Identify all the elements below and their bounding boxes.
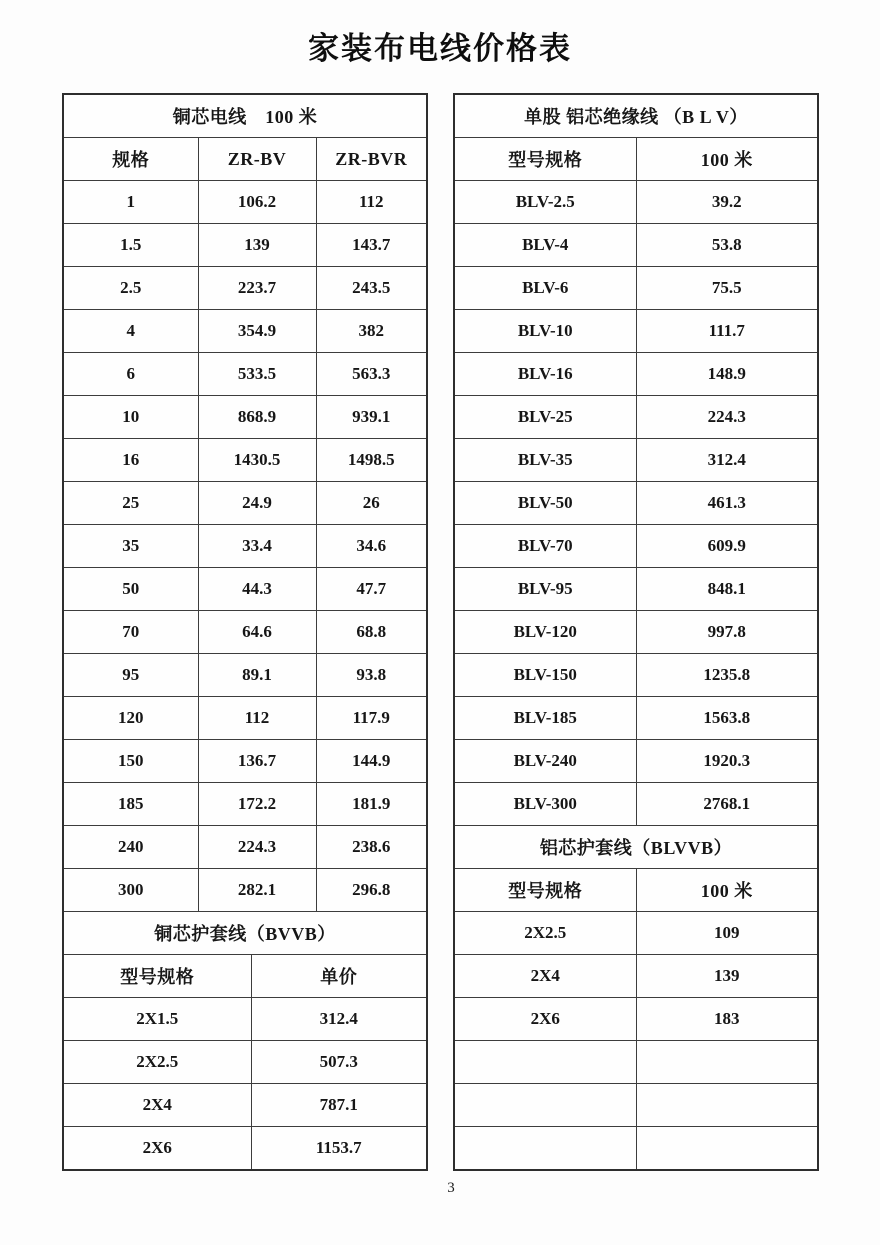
table-cell: 6 bbox=[63, 353, 198, 396]
table-cell: BLV-240 bbox=[454, 740, 636, 783]
table-cell: 1.5 bbox=[63, 224, 198, 267]
table-cell bbox=[636, 1127, 818, 1171]
table-cell: BLV-95 bbox=[454, 568, 636, 611]
copper-col-header-zrbvr: ZR-BVR bbox=[316, 138, 427, 181]
table-cell: 106.2 bbox=[198, 181, 316, 224]
table-row bbox=[63, 439, 427, 482]
table-row bbox=[454, 525, 818, 568]
aluminum-blv-header-group bbox=[454, 94, 818, 181]
table-row bbox=[454, 94, 818, 138]
table-cell: 2.5 bbox=[63, 267, 198, 310]
table-cell: 2X6 bbox=[454, 998, 636, 1041]
table-cell: 238.6 bbox=[316, 826, 427, 869]
table-cell: 47.7 bbox=[316, 568, 427, 611]
table-row bbox=[63, 94, 427, 138]
tables-container bbox=[0, 93, 880, 1171]
table-cell: 2X2.5 bbox=[454, 912, 636, 955]
table-row bbox=[63, 1041, 427, 1084]
bvvb-col-header-model: 型号规格 bbox=[63, 955, 251, 998]
table-row bbox=[454, 224, 818, 267]
table-cell: 172.2 bbox=[198, 783, 316, 826]
table-row bbox=[454, 1127, 818, 1171]
table-row bbox=[63, 783, 427, 826]
blvvb-col-header-model: 型号规格 bbox=[454, 869, 636, 912]
table-cell: BLV-70 bbox=[454, 525, 636, 568]
table-cell: 39.2 bbox=[636, 181, 818, 224]
table-cell: 44.3 bbox=[198, 568, 316, 611]
blv-section-title: 单股 铝芯绝缘线 （B L V） bbox=[454, 94, 818, 138]
bvvb-col-header-price: 单价 bbox=[251, 955, 427, 998]
table-cell: 507.3 bbox=[251, 1041, 427, 1084]
table-cell: 243.5 bbox=[316, 267, 427, 310]
table-row bbox=[63, 912, 427, 955]
table-row bbox=[63, 224, 427, 267]
table-cell: 1920.3 bbox=[636, 740, 818, 783]
table-cell: 112 bbox=[316, 181, 427, 224]
table-cell: 2768.1 bbox=[636, 783, 818, 826]
table-row bbox=[454, 783, 818, 826]
table-cell: 312.4 bbox=[636, 439, 818, 482]
table-row bbox=[63, 1127, 427, 1171]
table-cell: 139 bbox=[636, 955, 818, 998]
table-row bbox=[454, 912, 818, 955]
table-cell: 787.1 bbox=[251, 1084, 427, 1127]
aluminum-wire-table bbox=[453, 93, 819, 1171]
table-cell: 848.1 bbox=[636, 568, 818, 611]
table-row bbox=[63, 654, 427, 697]
table-cell: 33.4 bbox=[198, 525, 316, 568]
aluminum-blvvb-rows bbox=[454, 912, 818, 1171]
table-row bbox=[63, 1084, 427, 1127]
table-cell: 111.7 bbox=[636, 310, 818, 353]
table-row bbox=[63, 955, 427, 998]
table-cell: 296.8 bbox=[316, 869, 427, 912]
table-cell: 143.7 bbox=[316, 224, 427, 267]
table-cell: BLV-185 bbox=[454, 697, 636, 740]
table-cell: 382 bbox=[316, 310, 427, 353]
copper-wire-table bbox=[62, 93, 428, 1171]
table-cell: 1430.5 bbox=[198, 439, 316, 482]
table-cell: 224.3 bbox=[198, 826, 316, 869]
table-cell: BLV-50 bbox=[454, 482, 636, 525]
table-cell: 223.7 bbox=[198, 267, 316, 310]
blv-col-header-model: 型号规格 bbox=[454, 138, 636, 181]
table-cell: 4 bbox=[63, 310, 198, 353]
table-cell: 112 bbox=[198, 697, 316, 740]
table-cell: 117.9 bbox=[316, 697, 427, 740]
table-row bbox=[63, 396, 427, 439]
table-row bbox=[63, 482, 427, 525]
table-cell bbox=[454, 1041, 636, 1084]
copper-bv-section-title: 铜芯电线 100 米 bbox=[63, 94, 427, 138]
blv-col-header-price: 100 米 bbox=[636, 138, 818, 181]
aluminum-blvvb-header-group bbox=[454, 826, 818, 912]
table-cell: 939.1 bbox=[316, 396, 427, 439]
table-row bbox=[454, 181, 818, 224]
table-cell: 139 bbox=[198, 224, 316, 267]
table-cell: 24.9 bbox=[198, 482, 316, 525]
table-row bbox=[454, 998, 818, 1041]
table-row bbox=[454, 869, 818, 912]
table-cell: 1 bbox=[63, 181, 198, 224]
table-cell: 109 bbox=[636, 912, 818, 955]
table-cell: 25 bbox=[63, 482, 198, 525]
table-row bbox=[63, 826, 427, 869]
table-row bbox=[454, 138, 818, 181]
table-row bbox=[63, 353, 427, 396]
table-row bbox=[63, 310, 427, 353]
blvvb-col-header-price: 100 米 bbox=[636, 869, 818, 912]
table-cell: 16 bbox=[63, 439, 198, 482]
table-row bbox=[63, 138, 427, 181]
table-cell: BLV-2.5 bbox=[454, 181, 636, 224]
table-cell: 300 bbox=[63, 869, 198, 912]
table-cell: 185 bbox=[63, 783, 198, 826]
table-row bbox=[454, 654, 818, 697]
table-cell: 89.1 bbox=[198, 654, 316, 697]
table-row bbox=[63, 267, 427, 310]
table-cell: 461.3 bbox=[636, 482, 818, 525]
table-cell: BLV-4 bbox=[454, 224, 636, 267]
table-cell: 75.5 bbox=[636, 267, 818, 310]
table-cell: 224.3 bbox=[636, 396, 818, 439]
page-number: 3 bbox=[447, 1180, 455, 1196]
table-row bbox=[63, 740, 427, 783]
copper-bvvb-rows bbox=[63, 998, 427, 1171]
table-cell bbox=[636, 1041, 818, 1084]
table-cell: BLV-120 bbox=[454, 611, 636, 654]
table-row bbox=[454, 1084, 818, 1127]
table-row bbox=[454, 310, 818, 353]
table-cell: 2X1.5 bbox=[63, 998, 251, 1041]
copper-bvvb-header-group bbox=[63, 912, 427, 998]
table-cell: BLV-300 bbox=[454, 783, 636, 826]
table-row bbox=[63, 998, 427, 1041]
table-cell: 1235.8 bbox=[636, 654, 818, 697]
table-cell: 997.8 bbox=[636, 611, 818, 654]
copper-col-header-zrbv: ZR-BV bbox=[198, 138, 316, 181]
table-row bbox=[63, 611, 427, 654]
copper-bv-rows bbox=[63, 181, 427, 912]
table-cell: 1563.8 bbox=[636, 697, 818, 740]
table-cell: BLV-16 bbox=[454, 353, 636, 396]
table-row bbox=[454, 568, 818, 611]
table-cell: 70 bbox=[63, 611, 198, 654]
table-row bbox=[454, 826, 818, 869]
copper-bvvb-section-title: 铜芯护套线（BVVB） bbox=[63, 912, 427, 955]
table-cell: 1153.7 bbox=[251, 1127, 427, 1171]
table-cell: 312.4 bbox=[251, 998, 427, 1041]
table-row bbox=[454, 267, 818, 310]
table-cell: 148.9 bbox=[636, 353, 818, 396]
table-cell: BLV-35 bbox=[454, 439, 636, 482]
table-cell: 68.8 bbox=[316, 611, 427, 654]
table-cell: BLV-6 bbox=[454, 267, 636, 310]
table-cell bbox=[454, 1127, 636, 1171]
table-row bbox=[63, 525, 427, 568]
table-cell bbox=[454, 1084, 636, 1127]
table-cell: 609.9 bbox=[636, 525, 818, 568]
table-cell bbox=[636, 1084, 818, 1127]
table-cell: 150 bbox=[63, 740, 198, 783]
table-cell: 183 bbox=[636, 998, 818, 1041]
table-cell: 1498.5 bbox=[316, 439, 427, 482]
table-cell: BLV-25 bbox=[454, 396, 636, 439]
table-row bbox=[454, 955, 818, 998]
table-cell: 53.8 bbox=[636, 224, 818, 267]
table-row bbox=[63, 869, 427, 912]
aluminum-blv-rows bbox=[454, 181, 818, 826]
blvvb-section-title: 铝芯护套线（BLVVB） bbox=[454, 826, 818, 869]
table-row bbox=[454, 740, 818, 783]
table-row bbox=[454, 482, 818, 525]
table-cell: 50 bbox=[63, 568, 198, 611]
table-cell: 93.8 bbox=[316, 654, 427, 697]
table-cell: 868.9 bbox=[198, 396, 316, 439]
table-cell: BLV-150 bbox=[454, 654, 636, 697]
table-cell: 354.9 bbox=[198, 310, 316, 353]
table-cell: 10 bbox=[63, 396, 198, 439]
table-cell: 2X6 bbox=[63, 1127, 251, 1171]
table-cell: 120 bbox=[63, 697, 198, 740]
table-cell: 563.3 bbox=[316, 353, 427, 396]
copper-bv-header-group bbox=[63, 94, 427, 181]
table-cell: 144.9 bbox=[316, 740, 427, 783]
table-cell: 2X2.5 bbox=[63, 1041, 251, 1084]
table-cell: 136.7 bbox=[198, 740, 316, 783]
table-cell: 26 bbox=[316, 482, 427, 525]
table-cell: 181.9 bbox=[316, 783, 427, 826]
table-cell: 64.6 bbox=[198, 611, 316, 654]
table-row bbox=[454, 611, 818, 654]
page-title: 家装布电线价格表 bbox=[308, 31, 572, 66]
table-cell: 2X4 bbox=[454, 955, 636, 998]
table-row bbox=[454, 396, 818, 439]
table-row bbox=[454, 353, 818, 396]
table-row bbox=[63, 181, 427, 224]
table-cell: 35 bbox=[63, 525, 198, 568]
table-row bbox=[454, 697, 818, 740]
table-cell: 282.1 bbox=[198, 869, 316, 912]
table-cell: 2X4 bbox=[63, 1084, 251, 1127]
table-cell: 95 bbox=[63, 654, 198, 697]
table-row bbox=[454, 439, 818, 482]
table-row bbox=[454, 1041, 818, 1084]
copper-col-header-spec: 规格 bbox=[63, 138, 198, 181]
table-row bbox=[63, 568, 427, 611]
table-cell: 533.5 bbox=[198, 353, 316, 396]
table-cell: BLV-10 bbox=[454, 310, 636, 353]
table-cell: 240 bbox=[63, 826, 198, 869]
table-row bbox=[63, 697, 427, 740]
table-cell: 34.6 bbox=[316, 525, 427, 568]
